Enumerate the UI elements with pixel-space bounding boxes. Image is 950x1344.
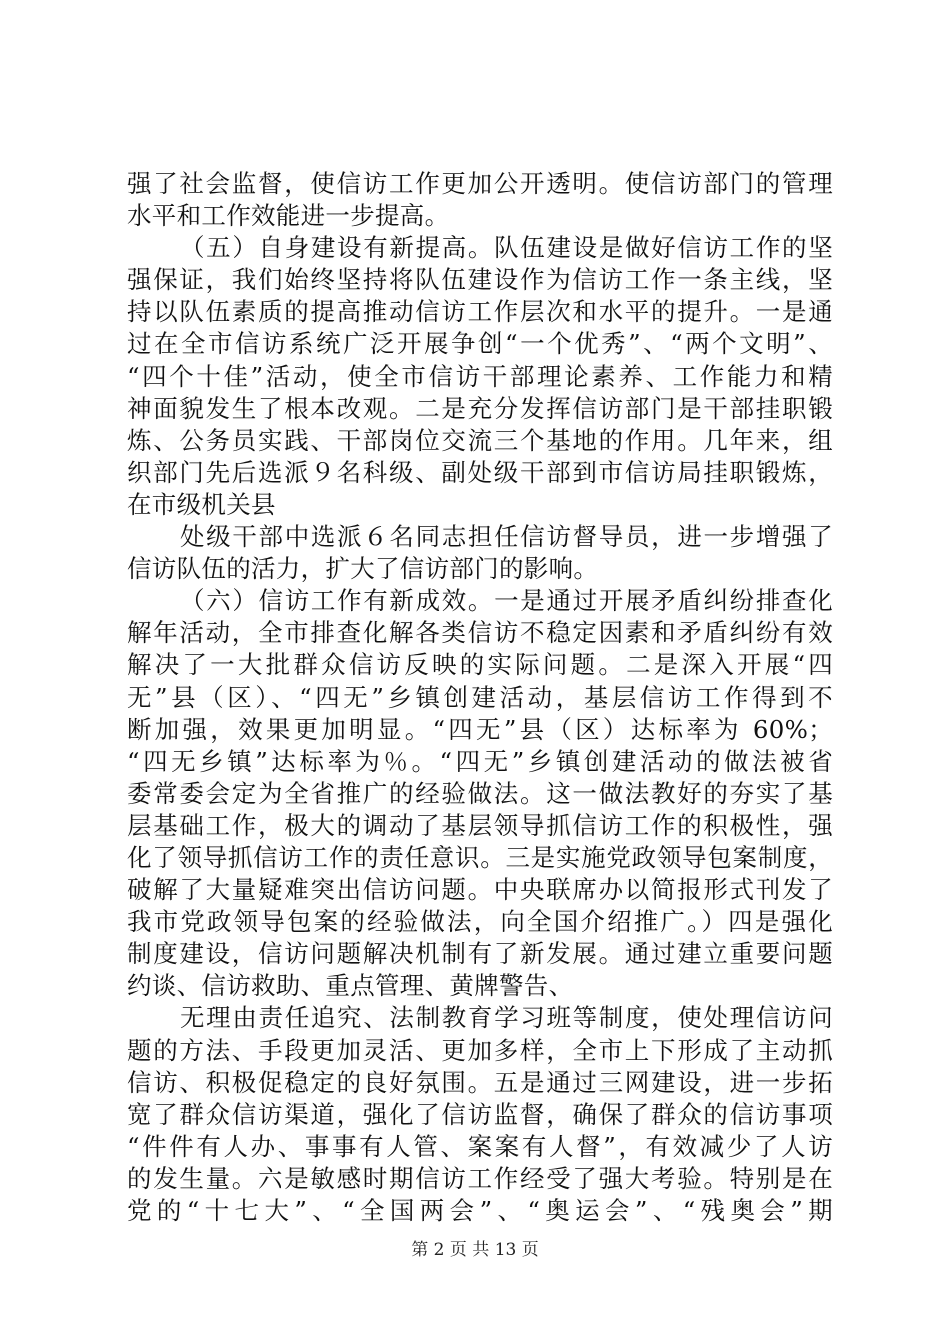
text-line: （五）自身建设有新提高。队伍建设是做好信访工作的坚 <box>180 233 833 263</box>
text-line: 题的方法、手段更加灵活、更加多样，全市上下形成了主动抓 <box>127 1035 833 1065</box>
text-line: 水平和工作效能进一步提高。 <box>127 201 450 231</box>
text-line: 制度建设，信访问题解决机制有了新发展。通过建立重要问题 <box>127 939 833 969</box>
text-line: 委常委会定为全省推广的经验做法。这一做法教好的夯实了基 <box>127 778 833 808</box>
text-line: 在市级机关县 <box>127 489 276 519</box>
text-line: 过在全市信访系统广泛开展争创“一个优秀”、“两个文明”、 <box>127 329 833 359</box>
text-line: 破解了大量疑难突出信访问题。中央联席办以简报形式刊发了 <box>127 875 833 905</box>
text-line: 无”县（区）、“四无”乡镇创建活动，基层信访工作得到不 <box>127 682 833 712</box>
text-line: “四无乡镇”达标率为％。“四无”乡镇创建活动的做法被省 <box>127 746 833 776</box>
text-line: 约谈、信访救助、重点管理、黄牌警告、 <box>127 971 574 1001</box>
text-line: 织部门先后选派９名科级、副处级干部到市信访局挂职锻炼， <box>127 457 833 487</box>
text-line: 层基础工作，极大的调动了基层领导抓信访工作的积极性，强 <box>127 810 833 840</box>
text-line: 党的“十七大”、“全国两会”、“奥运会”、“残奥会”期 <box>127 1196 833 1225</box>
body-text <box>127 168 833 1227</box>
text-line: 强保证，我们始终坚持将队伍建设作为信访工作一条主线，坚 <box>127 265 833 295</box>
text-line: 持以队伍素质的提高推动信访工作层次和水平的提升。一是通 <box>127 297 833 327</box>
text-line: 我市党政领导包案的经验做法，向全国介绍推广。）四是强化 <box>127 907 833 937</box>
text-line: 的发生量。六是敏感时期信访工作经受了强大考验。特别是在 <box>127 1163 833 1193</box>
text-line: 化了领导抓信访工作的责任意识。三是实施党政领导包案制度， <box>127 842 833 872</box>
text-line: 宽了群众信访渠道，强化了信访监督，确保了群众的信访事项 <box>127 1099 833 1129</box>
text-line: 信访队伍的活力，扩大了信访部门的影响。 <box>127 554 599 584</box>
text-line: 炼、公务员实践、干部岗位交流三个基地的作用。几年来，组 <box>127 425 833 455</box>
text-line: 解年活动，全市排查化解各类信访不稳定因素和矛盾纠纷有效 <box>127 618 833 648</box>
text-line: （六）信访工作有新成效。一是通过开展矛盾纠纷排查化 <box>180 586 833 616</box>
text-line: 神面貌发生了根本改观。二是充分发挥信访部门是干部挂职锻 <box>127 393 833 423</box>
text-line: “件件有人办、事事有人管、案案有人督”，有效减少了人访 <box>127 1131 833 1161</box>
text-line: 无理由责任追究、法制教育学习班等制度，使处理信访问 <box>180 1003 833 1033</box>
text-line: 处级干部中选派６名同志担任信访督导员，进一步增强了 <box>180 522 833 552</box>
text-line: 强了社会监督，使信访工作更加公开透明。使信访部门的管理 <box>127 169 833 198</box>
text-line: 信访、积极促稳定的良好氛围。五是通过三网建设，进一步拓 <box>127 1067 833 1097</box>
page-number-footer: 第 2 页 共 13 页 <box>411 1240 539 1260</box>
text-line: 断加强，效果更加明显。“四无”县（区）达标率为 60%； <box>127 714 833 744</box>
text-line: 解决了一大批群众信访反映的实际问题。二是深入开展“四 <box>127 650 833 680</box>
text-line: “四个十佳”活动，使全市信访干部理论素养、工作能力和精 <box>127 361 833 391</box>
